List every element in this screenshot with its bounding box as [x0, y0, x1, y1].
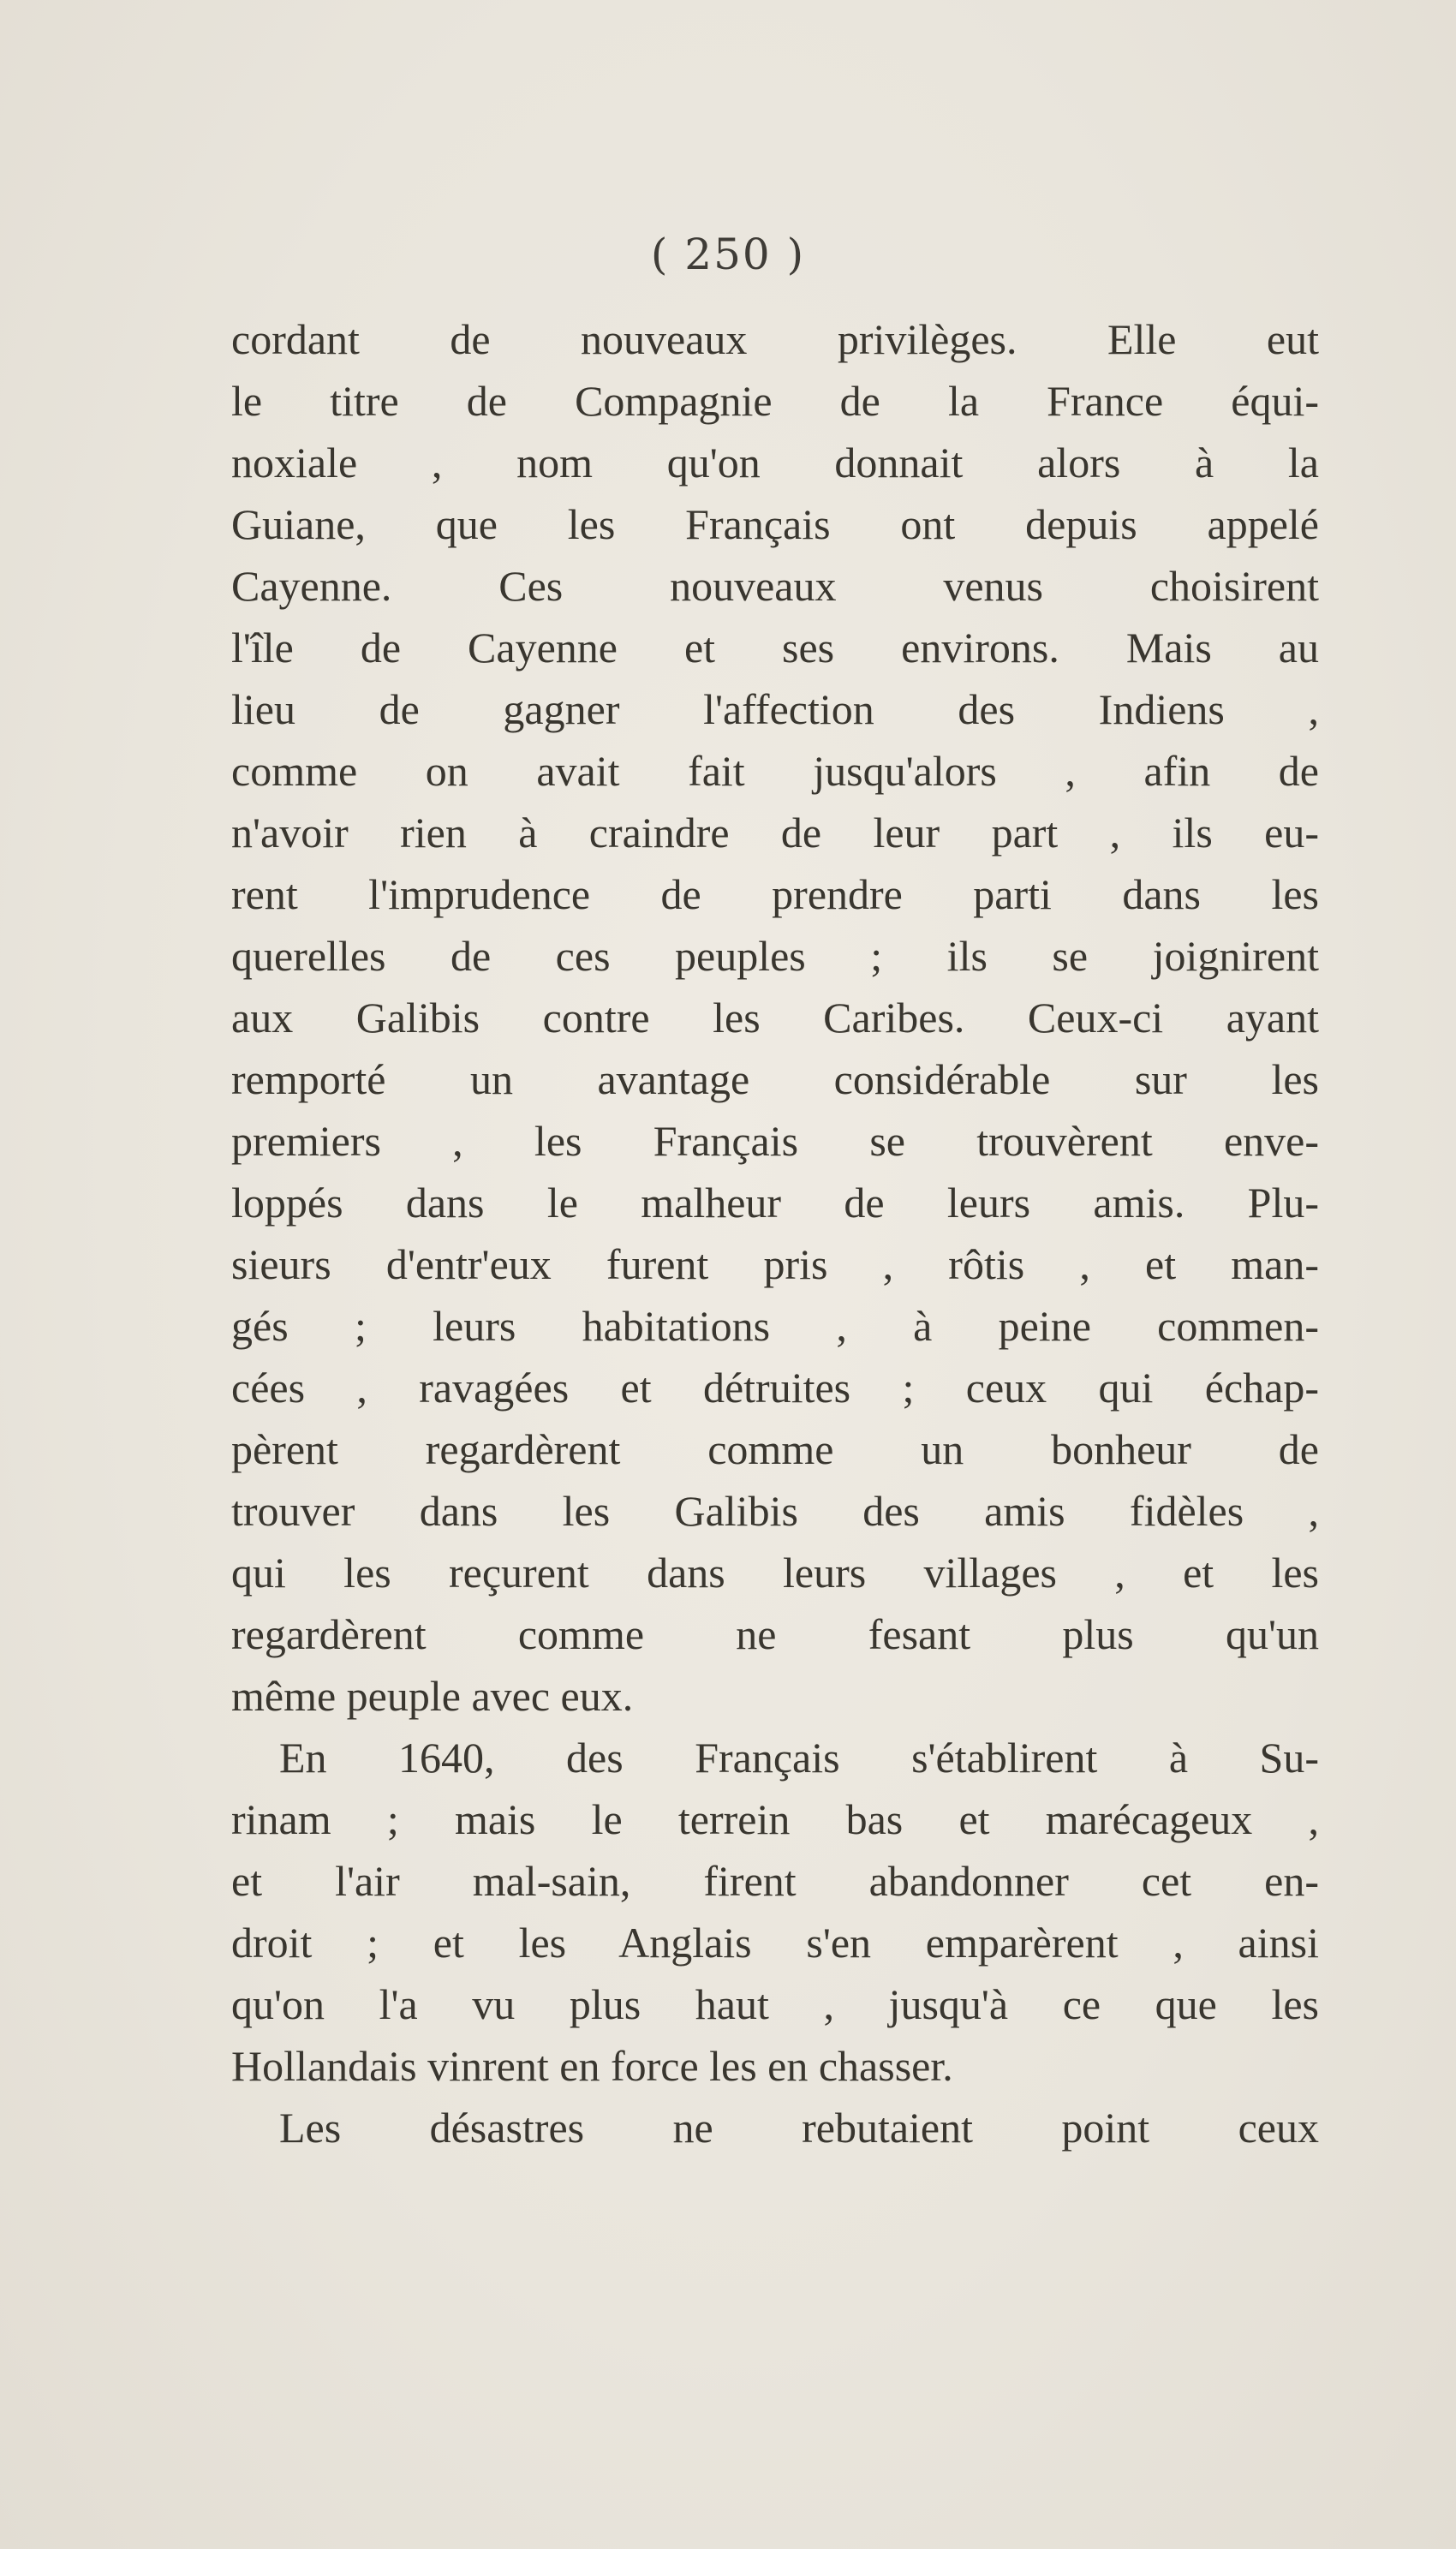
text-line: remporté un avantage considérable sur les [231, 1055, 1319, 1103]
text-line: premiers , les Français se trouvèrent enve- [231, 1117, 1319, 1165]
paragraph-end-line: Hollandais vinrent en force les en chasser. [231, 2042, 953, 2090]
text-line: gés ; leurs habitations , à peine commen- [231, 1302, 1319, 1350]
paragraph-start-line: En 1640, des Français s'établirent à Su- [279, 1734, 1319, 1782]
text-line: trouver dans les Galibis des amis fidèles , [231, 1487, 1319, 1535]
text-line: qu'on l'a vu plus haut , jusqu'à ce que les [231, 1980, 1319, 2028]
text-line: qui les reçurent dans leurs villages , et les [231, 1549, 1319, 1597]
text-line: regardèrent comme ne fesant plus qu'un [231, 1610, 1319, 1658]
text-line: cordant de nouveaux privilèges. Elle eut [231, 315, 1319, 363]
text-line: aux Galibis contre les Caribes. Ceux-ci ayant [231, 994, 1319, 1042]
text-line: pèrent regardèrent comme un bonheur de [231, 1425, 1319, 1473]
text-line: Guiane, que les Français ont depuis appelé [231, 500, 1319, 548]
text-line: cées , ravagées et détruites ; ceux qui échap- [231, 1364, 1319, 1412]
text-line: le titre de Compagnie de la France équi- [231, 377, 1319, 425]
text-line: comme on avait fait jusqu'alors , afin de [231, 747, 1319, 795]
text-line: querelles de ces peuples ; ils se joignirent [231, 932, 1319, 980]
text-line: n'avoir rien à craindre de leur part , ils eu- [231, 809, 1319, 857]
page-number: ( 250 ) [650, 230, 806, 279]
body-text [231, 308, 1319, 2158]
text-line: Cayenne. Ces nouveaux venus choisirent [231, 562, 1319, 610]
text-line: sieurs d'entr'eux furent pris , rôtis , et man- [231, 1240, 1319, 1288]
text-line: l'île de Cayenne et ses environs. Mais au [231, 624, 1319, 672]
text-line: rent l'imprudence de prendre parti dans les [231, 870, 1319, 918]
text-line: lieu de gagner l'affection des Indiens , [231, 685, 1319, 733]
text-line: loppés dans le malheur de leurs amis. Plu- [231, 1179, 1319, 1227]
text-line: rinam ; mais le terrein bas et marécageux , [231, 1795, 1319, 1843]
paragraph-end-line: même peuple avec eux. [231, 1672, 634, 1720]
paragraph-start-line: Les désastres ne rebutaient point ceux [279, 2104, 1319, 2152]
text-line: droit ; et les Anglais s'en emparèrent , ainsi [231, 1919, 1319, 1967]
text-line: noxiale , nom qu'on donnait alors à la [231, 439, 1319, 487]
text-line: et l'air mal-sain, firent abandonner cet en- [231, 1857, 1319, 1905]
